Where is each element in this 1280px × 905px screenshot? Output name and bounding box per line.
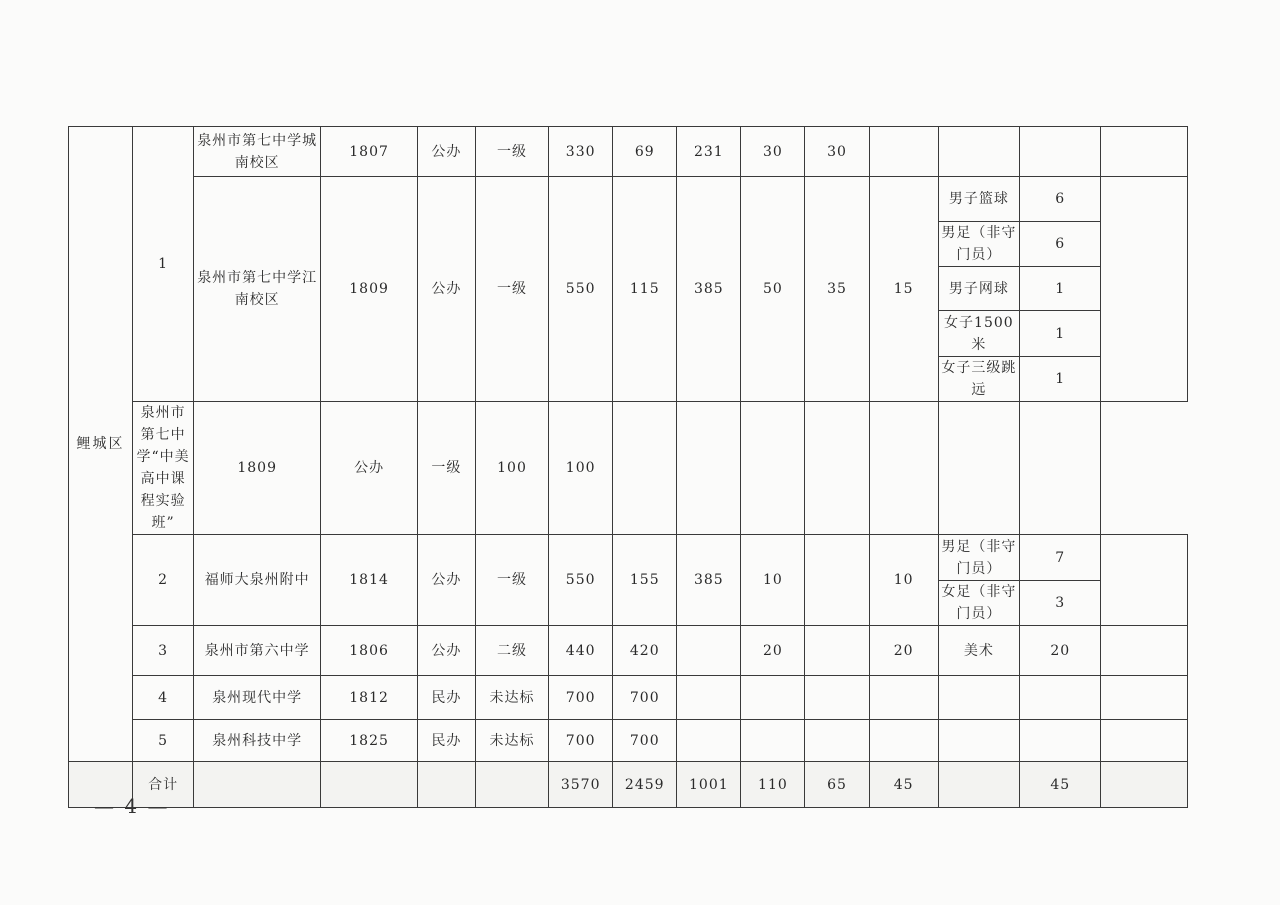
remark-cell [1101, 127, 1188, 177]
sport-item-cell [938, 720, 1019, 762]
sport-count-cell: 7 [1020, 535, 1101, 581]
school-nature-cell: 公办 [321, 402, 418, 535]
special-a-cell [741, 676, 805, 720]
quota-cell [677, 626, 741, 676]
remark-cell [1101, 676, 1188, 720]
blank-cell [321, 762, 418, 808]
table-row [69, 177, 1188, 222]
total-quota-cell: 1001 [677, 762, 741, 808]
table-row [69, 535, 1188, 581]
plan-total-cell: 330 [549, 127, 613, 177]
sport-count-cell: 1 [1020, 357, 1101, 402]
blank-cell [1101, 762, 1188, 808]
special-c-cell: 10 [869, 535, 938, 626]
school-grade-cell: 一级 [475, 177, 548, 402]
seq-cell: 4 [133, 676, 194, 720]
special-b-cell [805, 626, 869, 676]
plan-local-cell: 155 [613, 535, 677, 626]
sport-count-cell: 3 [1020, 581, 1101, 626]
table-row [69, 127, 1188, 177]
blank-cell [475, 762, 548, 808]
total-label-cell: 合计 [133, 762, 194, 808]
plan-local-cell: 115 [613, 177, 677, 402]
total-plan-cell: 3570 [549, 762, 613, 808]
special-c-cell [869, 127, 938, 177]
school-nature-cell: 公办 [417, 626, 475, 676]
table-body [69, 127, 1188, 808]
table-row [69, 762, 1188, 808]
sport-item-cell [869, 402, 938, 535]
school-nature-cell: 民办 [417, 676, 475, 720]
total-local-cell: 2459 [613, 762, 677, 808]
remark-cell [1020, 402, 1101, 535]
sport-count-cell: 6 [1020, 222, 1101, 267]
plan-total-cell: 550 [549, 177, 613, 402]
sport-count-cell [1020, 720, 1101, 762]
total-special-a-cell: 110 [741, 762, 805, 808]
remark-cell [1101, 177, 1188, 402]
plan-local-cell: 700 [613, 676, 677, 720]
sport-item-cell: 男足（非守门员） [938, 222, 1019, 267]
plan-total-cell: 440 [549, 626, 613, 676]
page-number: — 4 — [94, 794, 170, 818]
school-grade-cell: 未达标 [475, 720, 548, 762]
school-code-cell: 1825 [321, 720, 418, 762]
district-cell: 鲤城区 [69, 127, 133, 762]
school-nature-cell: 民办 [417, 720, 475, 762]
school-grade-cell: 未达标 [475, 676, 548, 720]
special-c-cell [869, 720, 938, 762]
special-b-cell [805, 676, 869, 720]
special-b-cell [805, 720, 869, 762]
sport-item-cell: 美术 [938, 626, 1019, 676]
special-a-cell [741, 720, 805, 762]
blank-cell [938, 762, 1019, 808]
sport-item-cell: 女足（非守门员） [938, 581, 1019, 626]
school-code-cell: 1809 [194, 402, 321, 535]
remark-cell [1101, 535, 1188, 626]
sport-count-cell [1020, 127, 1101, 177]
total-special-c-cell: 45 [869, 762, 938, 808]
table-row [69, 720, 1188, 762]
seq-cell: 3 [133, 626, 194, 676]
quota-cell [677, 676, 741, 720]
school-name-cell: 泉州市第六中学 [194, 626, 321, 676]
school-name-cell: 泉州市第七中学“中美高中课程实验班” [133, 402, 194, 535]
school-code-cell: 1814 [321, 535, 418, 626]
school-code-cell: 1807 [321, 127, 418, 177]
school-name-cell: 泉州市第七中学江南校区 [194, 177, 321, 402]
school-grade-cell: 一级 [475, 127, 548, 177]
plan-local-cell: 69 [613, 127, 677, 177]
special-a-cell [677, 402, 741, 535]
school-code-cell: 1812 [321, 676, 418, 720]
remark-cell [1101, 626, 1188, 676]
seq-cell: 2 [133, 535, 194, 626]
table-row [69, 402, 1188, 535]
plan-local-cell: 100 [549, 402, 613, 535]
special-a-cell: 50 [741, 177, 805, 402]
table-row [69, 626, 1188, 676]
special-b-cell [805, 535, 869, 626]
school-grade-cell: 一级 [475, 535, 548, 626]
quota-cell: 385 [677, 177, 741, 402]
remark-cell [1101, 720, 1188, 762]
school-code-cell: 1809 [321, 177, 418, 402]
plan-total-cell: 100 [475, 402, 548, 535]
quota-cell [677, 720, 741, 762]
total-special-b-cell: 65 [805, 762, 869, 808]
school-nature-cell: 公办 [417, 127, 475, 177]
plan-total-cell: 550 [549, 535, 613, 626]
sport-item-cell: 男子网球 [938, 267, 1019, 311]
sport-item-cell [938, 676, 1019, 720]
quota-cell [613, 402, 677, 535]
school-grade-cell: 二级 [475, 626, 548, 676]
plan-total-cell: 700 [549, 720, 613, 762]
special-c-cell: 15 [869, 177, 938, 402]
sport-count-cell: 6 [1020, 177, 1101, 222]
enrollment-table [68, 126, 1188, 808]
special-b-cell: 30 [805, 127, 869, 177]
blank-cell [194, 762, 321, 808]
school-name-cell: 泉州科技中学 [194, 720, 321, 762]
quota-cell: 385 [677, 535, 741, 626]
sport-item-cell: 男子篮球 [938, 177, 1019, 222]
school-nature-cell: 公办 [417, 535, 475, 626]
table-row [69, 676, 1188, 720]
sport-item-cell: 女子1500米 [938, 311, 1019, 357]
special-a-cell: 10 [741, 535, 805, 626]
sport-count-cell: 20 [1020, 626, 1101, 676]
plan-local-cell: 700 [613, 720, 677, 762]
school-code-cell: 1806 [321, 626, 418, 676]
school-name-cell: 福师大泉州附中 [194, 535, 321, 626]
special-a-cell: 30 [741, 127, 805, 177]
blank-cell [417, 762, 475, 808]
plan-local-cell: 420 [613, 626, 677, 676]
school-nature-cell: 公办 [417, 177, 475, 402]
plan-total-cell: 700 [549, 676, 613, 720]
sport-count-cell: 1 [1020, 311, 1101, 357]
special-a-cell: 20 [741, 626, 805, 676]
sport-count-cell: 1 [1020, 267, 1101, 311]
sport-count-cell [1020, 676, 1101, 720]
school-name-cell: 泉州市第七中学城南校区 [194, 127, 321, 177]
special-c-cell [869, 676, 938, 720]
school-grade-cell: 一级 [417, 402, 475, 535]
sport-item-cell: 男足（非守门员） [938, 535, 1019, 581]
quota-cell: 231 [677, 127, 741, 177]
special-b-cell: 35 [805, 177, 869, 402]
sport-count-cell [938, 402, 1019, 535]
sport-item-cell: 女子三级跳远 [938, 357, 1019, 402]
school-name-cell: 泉州现代中学 [194, 676, 321, 720]
total-sport-count-cell: 45 [1020, 762, 1101, 808]
special-b-cell [741, 402, 805, 535]
special-c-cell: 20 [869, 626, 938, 676]
sport-item-cell [938, 127, 1019, 177]
special-c-cell [805, 402, 869, 535]
seq-cell: 5 [133, 720, 194, 762]
seq-cell: 1 [133, 127, 194, 402]
